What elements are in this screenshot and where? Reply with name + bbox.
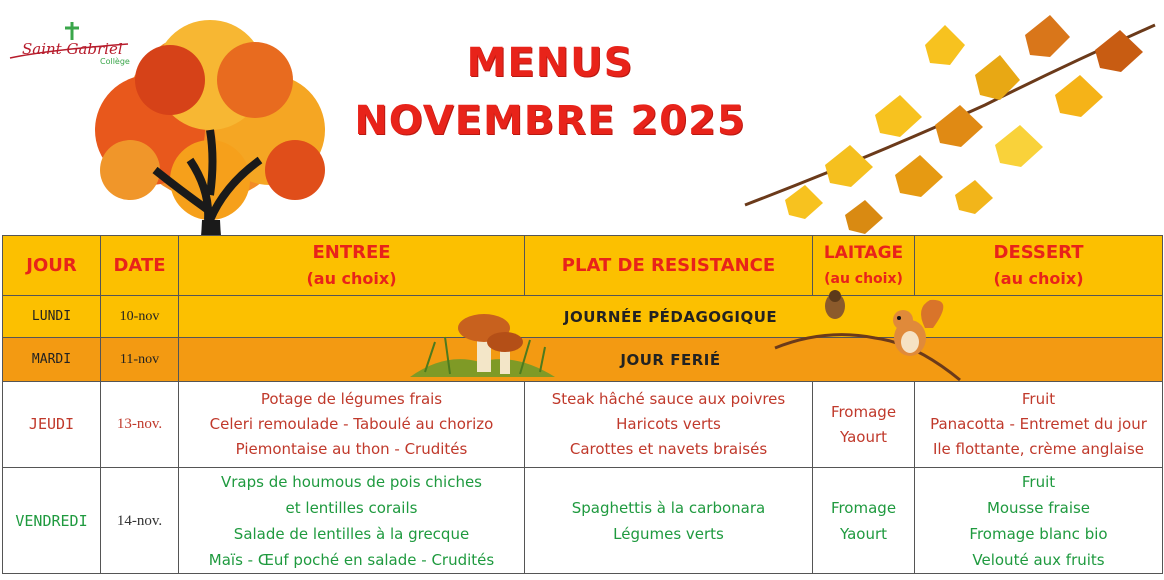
entree-cell <box>179 468 525 574</box>
date-cell: 11-nov <box>101 338 179 382</box>
menu-item: Ile flottante, crème anglaise <box>932 440 1145 458</box>
menu-item: Yaourt <box>839 524 888 543</box>
squirrel-illustration <box>765 288 965 386</box>
table-row-mardi <box>3 338 1163 382</box>
laitage-cell <box>813 382 915 468</box>
menu-item: Fromage <box>830 402 897 421</box>
date-cell: 14-nov. <box>101 468 179 574</box>
menu-item: Maïs - Œuf poché en salade - Crudités <box>208 550 495 569</box>
column-header-jour: JOUR <box>3 236 101 296</box>
column-header-plat: PLAT DE RESISTANCE <box>525 236 813 296</box>
menu-item: Haricots verts <box>616 415 721 433</box>
menu-item: Fruit <box>1021 390 1056 408</box>
date-cell: 10-nov <box>101 296 179 338</box>
date-cell: 13-nov. <box>101 382 179 468</box>
menu-item: Vraps de houmous de pois chiches <box>221 472 482 491</box>
menu-item: Carottes et navets braisés <box>569 440 768 458</box>
dessert-cell <box>915 468 1163 574</box>
menu-item: Mousse fraise <box>986 498 1091 517</box>
menu-item: et lentilles corails <box>285 498 418 517</box>
column-header-date: DATE <box>101 236 179 296</box>
plat-cell <box>525 382 813 468</box>
menu-item: Fromage blanc bio <box>969 524 1108 543</box>
menu-item: Spaghettis à la carbonara <box>571 498 766 517</box>
column-header-laitage: LAITAGE (au choix) <box>813 236 915 296</box>
dessert-cell <box>915 382 1163 468</box>
menu-item: Salade de lentilles à la grecque <box>233 524 470 543</box>
mushrooms-illustration <box>405 292 560 382</box>
menu-item: Fruit <box>1021 472 1056 491</box>
menu-item: Celeri remoulade - Taboulé au chorizo <box>209 415 494 433</box>
menu-item: Steak hâché sauce aux poivres <box>551 390 786 408</box>
page-subtitle: NOVEMBRE 2025 <box>354 98 746 144</box>
menu-item: Velouté aux fruits <box>972 550 1105 569</box>
menu-item: Fromage <box>830 498 897 517</box>
day-cell: LUNDI <box>3 296 101 338</box>
page-title: MENUS <box>466 40 634 86</box>
menu-table <box>2 235 1163 574</box>
column-header-entree: ENTREE (au choix) <box>179 236 525 296</box>
menu-item: Yaourt <box>839 427 888 446</box>
menu-item: Panacotta - Entremet du jour <box>930 415 1147 433</box>
menu-item: Potage de légumes frais <box>260 390 443 408</box>
menu-item: Piemontaise au thon - Crudités <box>235 440 468 458</box>
menu-item: Légumes verts <box>613 524 724 543</box>
day-cell: JEUDI <box>3 382 101 468</box>
day-cell: MARDI <box>3 338 101 382</box>
table-row-jeudi <box>3 382 1163 468</box>
holiday-banner: JOUR FERIÉ <box>179 338 1163 382</box>
table-row-lundi <box>3 296 1163 338</box>
logo-subtext: Collège <box>100 57 130 66</box>
laitage-cell <box>813 468 915 574</box>
logo-text: Saint Gabriel <box>22 40 123 58</box>
entree-cell <box>179 382 525 468</box>
plat-cell <box>525 468 813 574</box>
column-header-dessert: DESSERT (au choix) <box>915 236 1163 296</box>
table-header-row <box>3 236 1163 296</box>
table-row-vendredi <box>3 468 1163 574</box>
day-cell: VENDREDI <box>3 468 101 574</box>
pedagogic-day-banner: JOURNÉE PÉDAGOGIQUE <box>179 296 1163 338</box>
